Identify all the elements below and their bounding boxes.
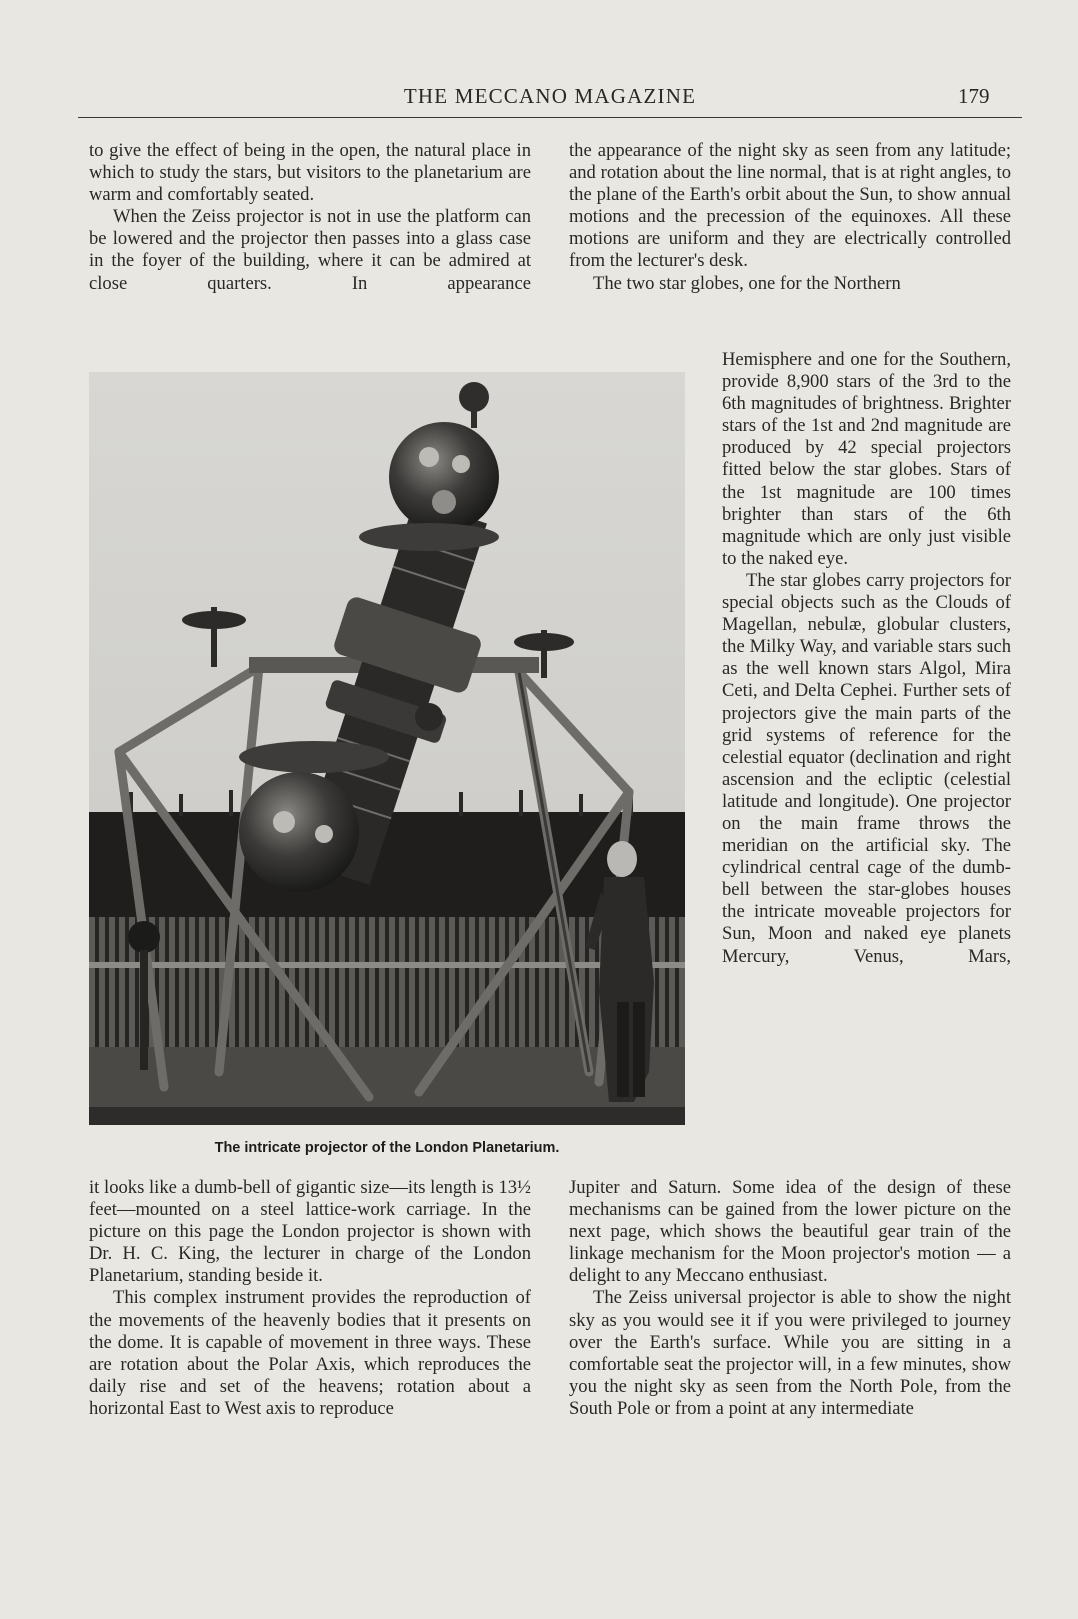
left-column-top: [89, 140, 531, 295]
left-column-bottom: [89, 1177, 531, 1420]
paragraph: The two star globes, one for the Northern: [593, 272, 901, 294]
paragraph: to give the effect of being in the open, the natural place in which to study the stars, but visitors to the planetarium are warm and comfortably seated.: [89, 140, 531, 206]
paragraph: This complex instrument provides the reproduction of the movements of the heavenly bodies that it presents on the dome. It is capable of movement in three ways. These are rotation about the Polar Axis, which reproduces the daily rise and set of the heavens; rotation about a horizontal East to West axis to reproduce: [89, 1287, 531, 1419]
planetarium-projector-photo: [89, 372, 685, 1125]
paragraph: When the Zeiss projector is not in use the platform can be lowered and the projector then passes into a glass case in the foyer of the building, where it can be admired at close quarters. In appearance: [89, 206, 531, 294]
right-column-top: [569, 140, 1011, 295]
paragraph: Jupiter and Saturn. Some idea of the design of these mechanisms can be gained from the lower picture on the next page, which shows the beautiful gear train of the linkage mechanism for the Moon projector's motion — a delight to any Meccano enthusiast.: [569, 1177, 1011, 1287]
paragraph: The Zeiss universal projector is able to show the night sky as you would see it if you were privileged to journey over the Earth's surface. While you are sitting in a comfortable seat the projector will, in a few minutes, show you the night sky as seen from the North Pole, from the South Pole or from a point at any intermediate: [569, 1287, 1011, 1419]
projector-illustration: [89, 372, 685, 1125]
right-column-bottom: [569, 1177, 1011, 1420]
running-header-title: THE MECCANO MAGAZINE: [403, 84, 697, 108]
paragraph: it looks like a dumb-bell of gigantic size—its length is 13½ feet—mounted on a steel lattice-work carriage. In the picture on this page the London projector is shown with Dr. H. C. King, the lecturer in charge of the London Planetarium, standing beside it.: [89, 1177, 531, 1287]
figure-caption: The intricate projector of the London Planetarium.: [214, 1140, 560, 1156]
paragraph: The star globes carry projectors for special objects such as the Clouds of Magellan, nebulæ, globular clusters, the Milky Way, and variable stars such as the well known stars Algol, Mira Ceti, and Delta Cephei. Further sets of projectors give the main parts of the grid systems of reference for the celestial equator (declination and right ascension and the ecliptic (celestial latitude and longitude). One projector on the main frame throws the meridian on the artificial sky. The cylindrical central cage of the dumb-bell between the star-globes houses the intricate moveable projectors for Sun, Moon and naked eye planets Mercury, Venus, Mars,: [722, 569, 1011, 967]
right-column-narrow: [722, 349, 1011, 968]
header-rule: [78, 117, 1022, 118]
paragraph: Hemisphere and one for the Southern, provide 8,900 stars of the 3rd to the 6th magnitudes of brightness. Brighter stars of the 1st and 2nd magnitude are produced by 42 special projectors fitted below the star globes. Stars of the 1st magnitude are 100 times brighter than stars of the 6th magnitude which are only just visible to the naked eye.: [722, 349, 1011, 569]
paragraph: the appearance of the night sky as seen from any latitude; and rotation about the line normal, that is at right angles, to the plane of the Earth's orbit about the Sun, to show annual motions and the precession of the equinoxes. All these motions are uniform and they are electrically controlled from the lecturer's desk.: [569, 140, 1011, 272]
page-number: 179: [958, 84, 990, 108]
